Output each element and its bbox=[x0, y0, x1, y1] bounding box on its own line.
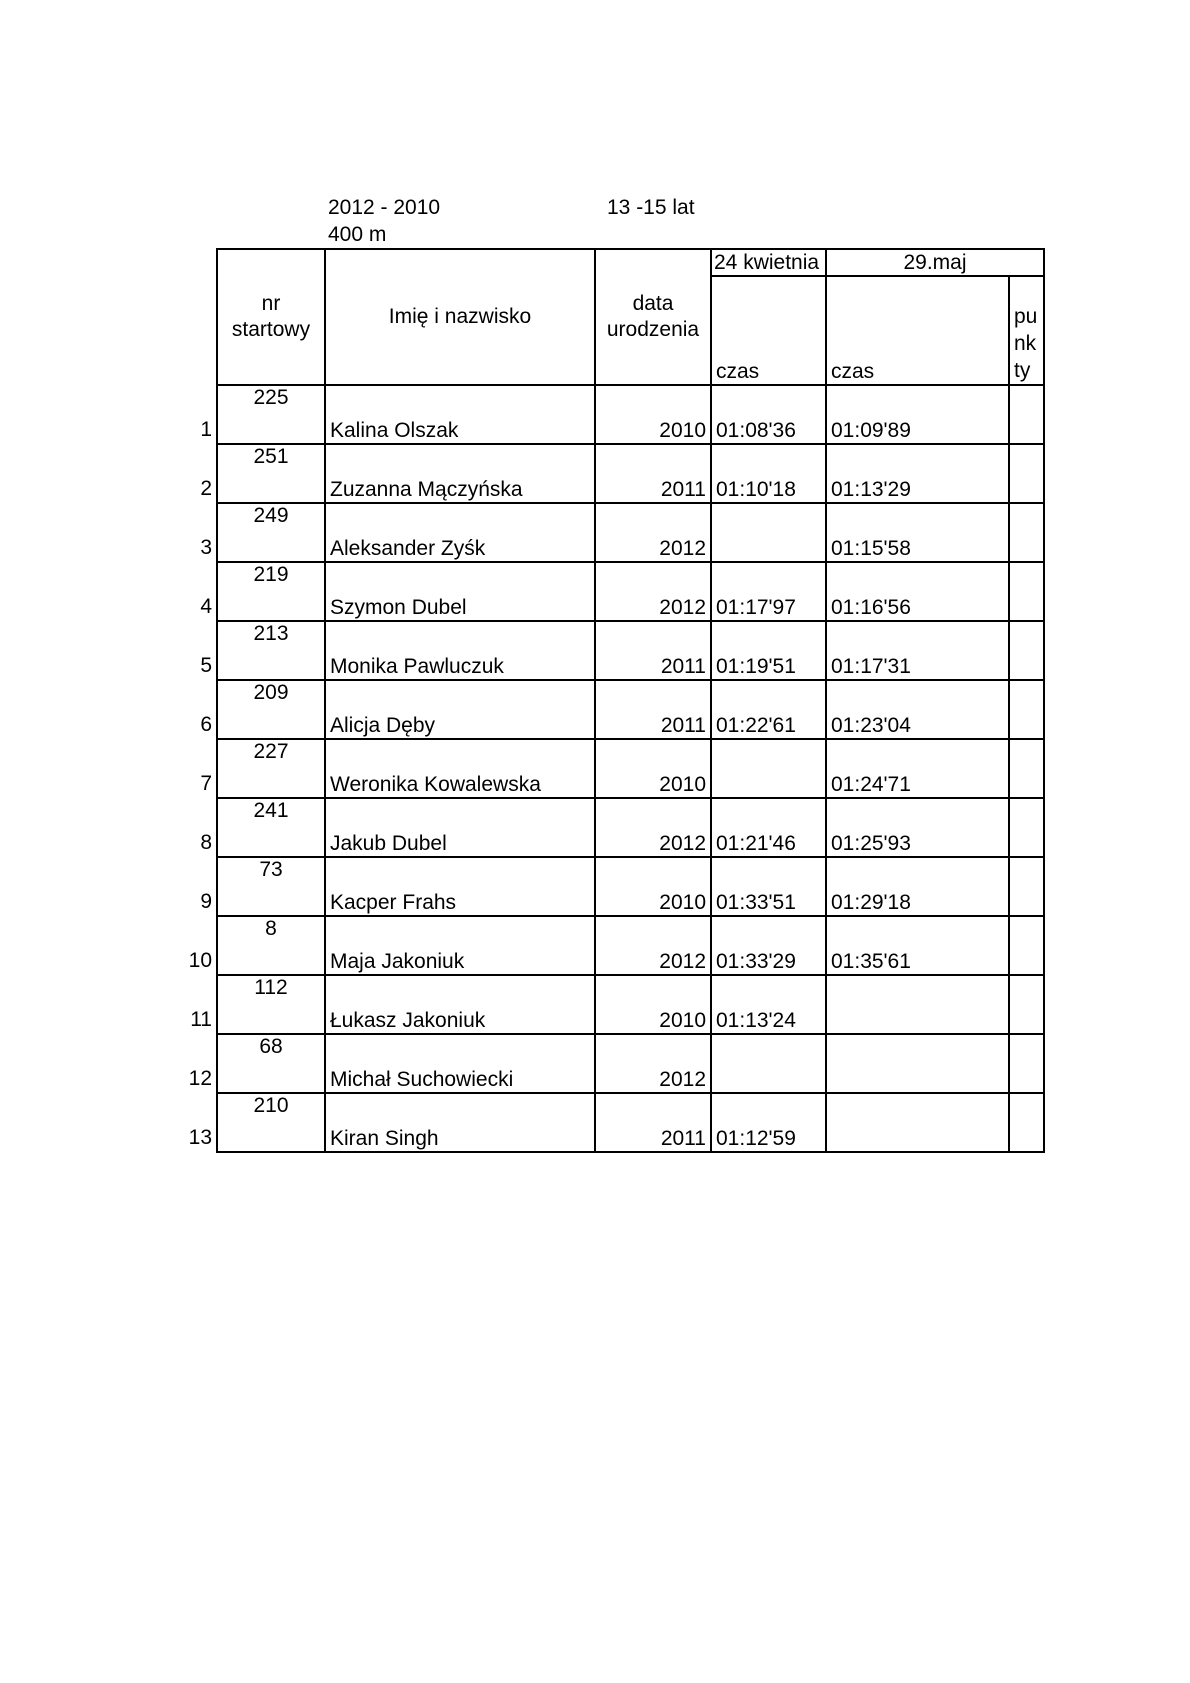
time-29-maj: 01:24'71 bbox=[826, 739, 1009, 798]
start-number: 210 bbox=[217, 1093, 325, 1152]
time-29-maj: 01:13'29 bbox=[826, 444, 1009, 503]
athlete-name: Zuzanna Mączyńska bbox=[325, 444, 595, 503]
time-29-maj: 01:16'56 bbox=[826, 562, 1009, 621]
athlete-name: Kiran Singh bbox=[325, 1093, 595, 1152]
table-row bbox=[217, 857, 1044, 916]
time-24-kwietnia bbox=[711, 1034, 826, 1093]
table-row bbox=[217, 1034, 1044, 1093]
birth-year: 2011 bbox=[595, 680, 711, 739]
birth-year: 2011 bbox=[595, 1093, 711, 1152]
results-table bbox=[216, 248, 1045, 1153]
time-29-maj: 01:25'93 bbox=[826, 798, 1009, 857]
time-29-maj: 01:23'04 bbox=[826, 680, 1009, 739]
start-number: 219 bbox=[217, 562, 325, 621]
start-number: 213 bbox=[217, 621, 325, 680]
position-number: 5 bbox=[200, 654, 212, 677]
birth-year: 2012 bbox=[595, 916, 711, 975]
distance: 400 m bbox=[328, 223, 387, 246]
table-row bbox=[217, 916, 1044, 975]
name-header: Imię i nazwisko bbox=[325, 249, 595, 385]
points bbox=[1009, 680, 1044, 739]
table-row bbox=[217, 739, 1044, 798]
time-29-maj: 01:09'89 bbox=[826, 385, 1009, 444]
athlete-name: Weronika Kowalewska bbox=[325, 739, 595, 798]
time-29-maj: 01:15'58 bbox=[826, 503, 1009, 562]
time-24-kwietnia bbox=[711, 503, 826, 562]
time-29-maj bbox=[826, 1034, 1009, 1093]
position-number: 2 bbox=[200, 477, 212, 500]
table-row bbox=[217, 562, 1044, 621]
birth-year: 2012 bbox=[595, 562, 711, 621]
position-number: 12 bbox=[188, 1067, 212, 1090]
birth-year: 2012 bbox=[595, 798, 711, 857]
birth-year: 2012 bbox=[595, 503, 711, 562]
birth-year: 2012 bbox=[595, 1034, 711, 1093]
years-range: 2012 - 2010 bbox=[328, 196, 441, 219]
birth-year: 2010 bbox=[595, 739, 711, 798]
time-29-maj bbox=[826, 1093, 1009, 1152]
time-24-kwietnia: 01:33'51 bbox=[711, 857, 826, 916]
start-number: 241 bbox=[217, 798, 325, 857]
position-number: 11 bbox=[190, 1008, 212, 1031]
athlete-name: Michał Suchowiecki bbox=[325, 1034, 595, 1093]
points bbox=[1009, 562, 1044, 621]
time-24-kwietnia: 01:08'36 bbox=[711, 385, 826, 444]
table-row bbox=[217, 798, 1044, 857]
points bbox=[1009, 857, 1044, 916]
time-29-maj: 01:29'18 bbox=[826, 857, 1009, 916]
time-24-kwietnia: 01:12'59 bbox=[711, 1093, 826, 1152]
points bbox=[1009, 1034, 1044, 1093]
table-row bbox=[217, 621, 1044, 680]
age-group: 13 -15 lat bbox=[607, 196, 695, 219]
birth-year: 2010 bbox=[595, 385, 711, 444]
position-number: 8 bbox=[200, 831, 212, 854]
start-number: 251 bbox=[217, 444, 325, 503]
position-number: 4 bbox=[200, 595, 212, 618]
start-number: 227 bbox=[217, 739, 325, 798]
table-row bbox=[217, 444, 1044, 503]
time-29-maj bbox=[826, 975, 1009, 1034]
table-row bbox=[217, 1093, 1044, 1152]
position-number: 10 bbox=[188, 949, 212, 972]
points bbox=[1009, 503, 1044, 562]
time-header-1: czas bbox=[711, 276, 826, 385]
position-number: 3 bbox=[200, 536, 212, 559]
points bbox=[1009, 798, 1044, 857]
date-29-maj: 29.maj bbox=[826, 249, 1044, 276]
points bbox=[1009, 444, 1044, 503]
time-24-kwietnia: 01:10'18 bbox=[711, 444, 826, 503]
birth-year: 2010 bbox=[595, 857, 711, 916]
table-row bbox=[217, 680, 1044, 739]
table-row bbox=[217, 975, 1044, 1034]
position-number: 7 bbox=[200, 772, 212, 795]
birth-year: 2010 bbox=[595, 975, 711, 1034]
athlete-name: Monika Pawluczuk bbox=[325, 621, 595, 680]
athlete-name: Kacper Frahs bbox=[325, 857, 595, 916]
athlete-name: Alicja Dęby bbox=[325, 680, 595, 739]
start-number: 68 bbox=[217, 1034, 325, 1093]
time-24-kwietnia: 01:22'61 bbox=[711, 680, 826, 739]
time-29-maj: 01:17'31 bbox=[826, 621, 1009, 680]
athlete-name: Maja Jakoniuk bbox=[325, 916, 595, 975]
time-24-kwietnia: 01:19'51 bbox=[711, 621, 826, 680]
points bbox=[1009, 916, 1044, 975]
table-row bbox=[217, 503, 1044, 562]
start-number: 73 bbox=[217, 857, 325, 916]
points bbox=[1009, 385, 1044, 444]
start-number: 8 bbox=[217, 916, 325, 975]
athlete-name: Łukasz Jakoniuk bbox=[325, 975, 595, 1034]
position-number: 13 bbox=[188, 1126, 212, 1149]
start-number: 225 bbox=[217, 385, 325, 444]
start-number: 112 bbox=[217, 975, 325, 1034]
birth-year: 2011 bbox=[595, 621, 711, 680]
time-24-kwietnia: 01:13'24 bbox=[711, 975, 826, 1034]
points bbox=[1009, 975, 1044, 1034]
time-header-2: czas bbox=[826, 276, 1009, 385]
date-24-kwietnia: 24 kwietnia bbox=[711, 249, 826, 276]
birth-date-header: data urodzenia bbox=[595, 249, 711, 385]
athlete-name: Aleksander Zyśk bbox=[325, 503, 595, 562]
time-24-kwietnia: 01:21'46 bbox=[711, 798, 826, 857]
position-number: 6 bbox=[200, 713, 212, 736]
points-header: pu nk ty bbox=[1009, 276, 1044, 385]
start-number: 249 bbox=[217, 503, 325, 562]
position-number: 9 bbox=[200, 890, 212, 913]
athlete-name: Kalina Olszak bbox=[325, 385, 595, 444]
time-24-kwietnia: 01:17'97 bbox=[711, 562, 826, 621]
table-row bbox=[217, 385, 1044, 444]
athlete-name: Szymon Dubel bbox=[325, 562, 595, 621]
time-24-kwietnia: 01:33'29 bbox=[711, 916, 826, 975]
time-29-maj: 01:35'61 bbox=[826, 916, 1009, 975]
athlete-name: Jakub Dubel bbox=[325, 798, 595, 857]
nr-startowy-header: nr startowy bbox=[217, 249, 325, 385]
time-24-kwietnia bbox=[711, 739, 826, 798]
points bbox=[1009, 1093, 1044, 1152]
birth-year: 2011 bbox=[595, 444, 711, 503]
position-number: 1 bbox=[200, 418, 212, 441]
points bbox=[1009, 739, 1044, 798]
points bbox=[1009, 621, 1044, 680]
start-number: 209 bbox=[217, 680, 325, 739]
